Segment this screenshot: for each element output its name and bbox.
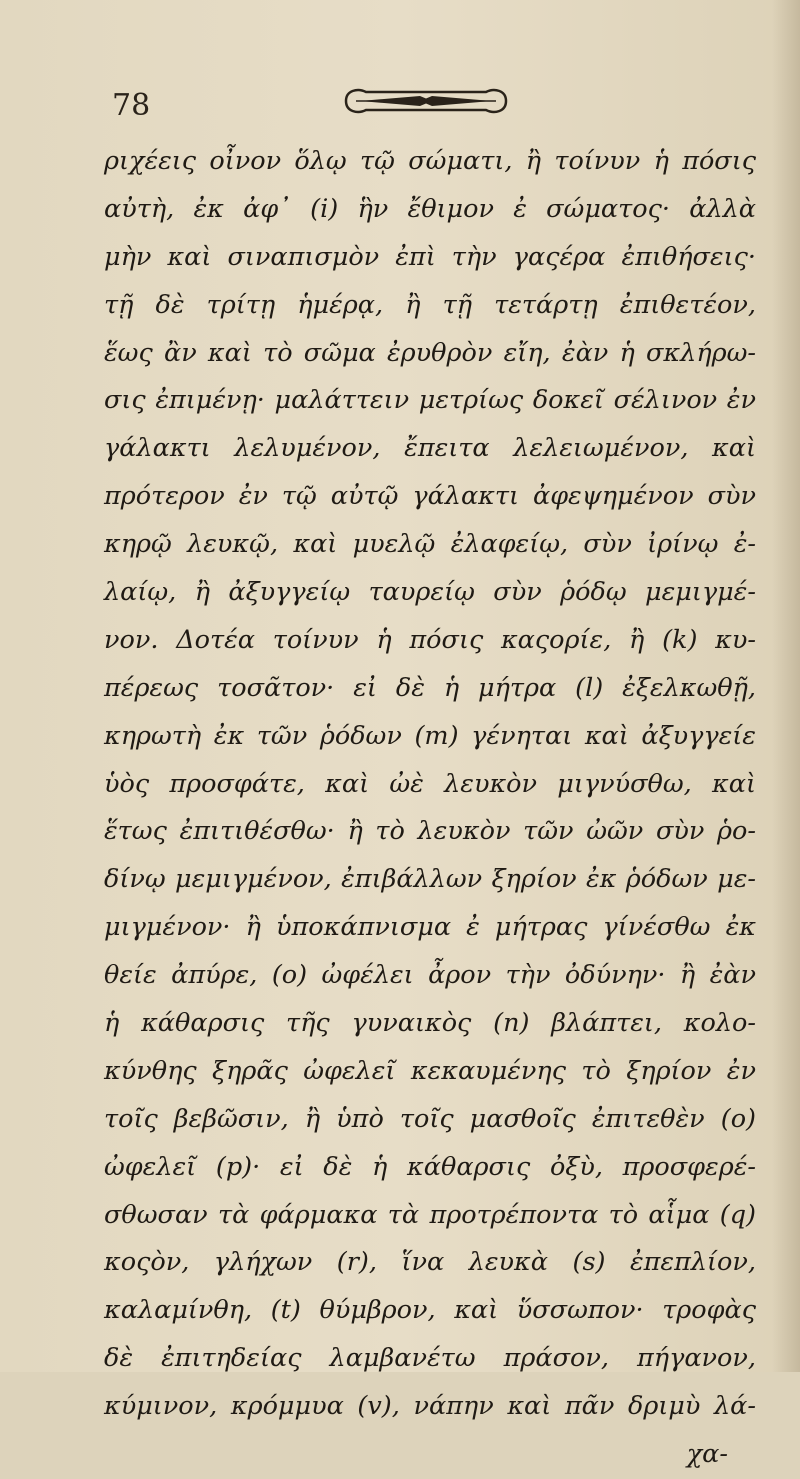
text-line: τοῖς βεβῶσιν, ἢ ὑπὸ τοῖς μασθοῖς ἐπιτεθὲν (o): [104, 1103, 756, 1134]
text-line: πέρεως τοσᾶτον· εἰ δὲ ἡ μήτρα (l) ἐξελκωθῇ,: [104, 672, 756, 703]
text-line: δίνῳ μεμιγμένον, ἐπιβάλλων ξηρίον ἐκ ῥόδων με-: [104, 864, 756, 895]
text-line: πρότερον ἐν τῷ αὐτῷ γάλακτι ἀφεψημένον σὺν: [104, 481, 756, 512]
text-line: νον. Δοτέα τοίνυν ἡ πόσις καςορίε, ἢ (k) κυ-: [104, 624, 756, 655]
page-edge-shadow: [772, 0, 800, 1372]
header-ornament: [336, 84, 516, 118]
text-line: μὴν καὶ σιναπισμὸν ἐπὶ τὴν γαςέρα ἐπιθήσεις·: [104, 241, 756, 272]
text-line: δὲ ἐπιτηδείας λαμβανέτω πράσον, πήγανον,: [104, 1343, 756, 1374]
text-line: ὠφελεῖ (p)· εἰ δὲ ἡ κάθαρσις ὀξὺ, προσφερέ-: [104, 1151, 756, 1182]
text-line: λαίῳ, ἢ ἀξυγγείῳ ταυρείῳ σὺν ῥόδῳ μεμιγμέ-: [104, 577, 756, 608]
text-line: τῇ δὲ τρίτῃ ἡμέρᾳ, ἢ τῇ τετάρτῃ ἐπιθετέον,: [104, 289, 756, 320]
text-line: ριχέεις οἶνον ὅλῳ τῷ σώματι, ἢ τοίνυν ἡ πόσις: [104, 146, 756, 176]
text-line: κοςὸν, γλήχων (r), ἵνα λευκὰ (s) ἐπεπλίον,: [104, 1247, 756, 1278]
text-line: κύμινον, κρόμμυα (v), νάπην καὶ πᾶν δριμὺ λά-: [104, 1391, 756, 1422]
text-line: χα-: [686, 1439, 728, 1470]
text-line: κηρῷ λευκῷ, καὶ μυελῷ ἐλαφείῳ, σὺν ἰρίνῳ ἐ-: [104, 529, 756, 560]
text-line: αὐτὴ, ἐκ ἀφ᾽ (i) ἣν ἔθιμον ἐ σώματος· ἀλλὰ: [104, 193, 756, 224]
text-line: ἕτως ἐπιτιθέσθω· ἢ τὸ λευκὸν τῶν ὠῶν σὺν ῥο-: [104, 816, 756, 847]
text-line: σις ἐπιμένῃ· μαλάττειν μετρίως δοκεῖ σέλινον ἐν: [104, 385, 756, 416]
body-text: [104, 138, 756, 1479]
page-number: 78: [112, 88, 151, 123]
text-line: κηρωτὴ ἐκ τῶν ῥόδων (m) γένηται καὶ ἀξυγγείε: [104, 720, 756, 751]
text-line: σθωσαν τὰ φάρμακα τὰ προτρέποντα τὸ αἷμα (q): [104, 1199, 756, 1230]
text-line: ἕως ἂν καὶ τὸ σῶμα ἐρυθρὸν εἴη, ἐὰν ἡ σκλήρω-: [104, 337, 756, 368]
text-line: γάλακτι λελυμένον, ἔπειτα λελειωμένον, καὶ: [104, 433, 756, 464]
text-line: ἡ κάθαρσις τῆς γυναικὸς (n) βλάπτει, κολο-: [104, 1008, 756, 1039]
text-line: κύνθης ξηρᾶς ὠφελεῖ κεκαυμένης τὸ ξηρίον ἐν: [104, 1055, 756, 1086]
text-line: ὑὸς προσφάτε, καὶ ὠὲ λευκὸν μιγνύσθω, καὶ: [104, 768, 756, 799]
text-line: καλαμίνθη, (t) θύμβρον, καὶ ὕσσωπον· τροφὰς: [104, 1295, 756, 1326]
text-line: μιγμένον· ἢ ὑποκάπνισμα ἐ μήτρας γίνέσθω ἐκ: [104, 912, 756, 943]
text-line: θείε ἀπύρε, (o) ὠφέλει ἆρον τὴν ὀδύνην· ἢ ἐὰν: [104, 960, 756, 991]
